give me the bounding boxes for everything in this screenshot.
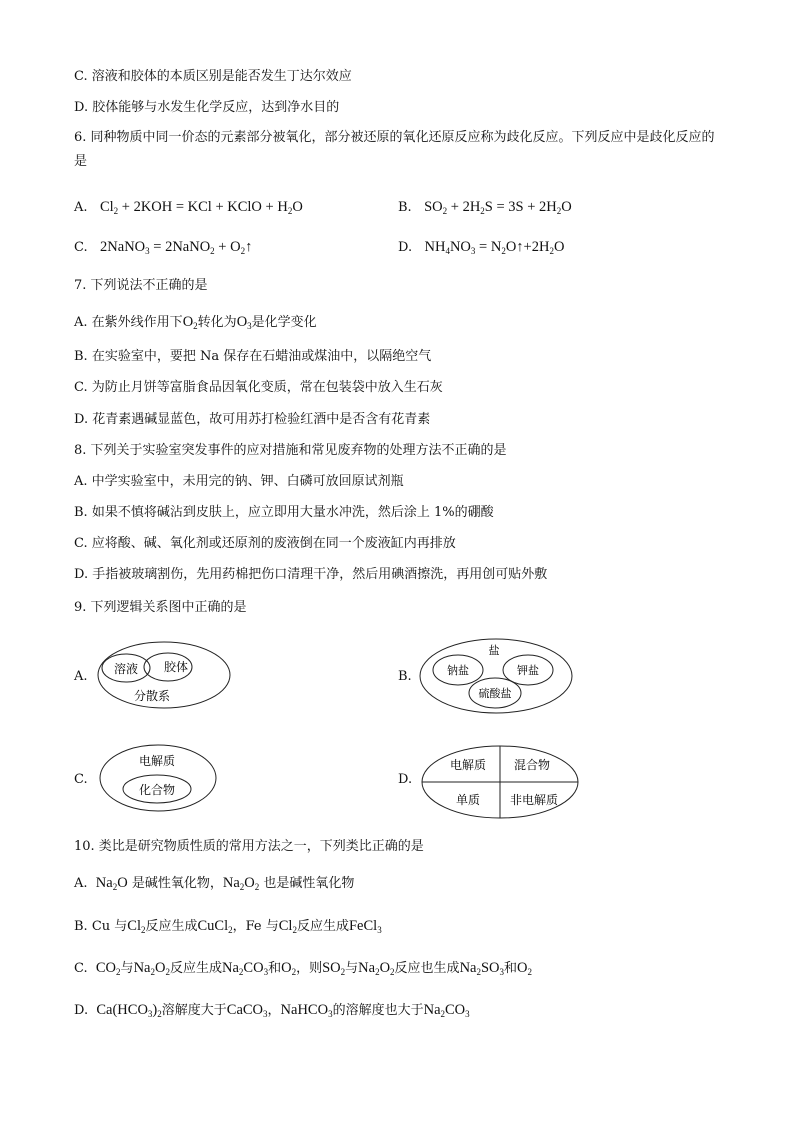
q9-option-a-label: A. <box>74 669 88 684</box>
q10-option-d: D. $Ca(HCO_3)_2$溶解度大于CaCO$_3$，NaHCO$_3$的溶解度也大于$Na_2CO_3$ <box>74 1002 470 1019</box>
label-sodium-salt: 钠盐 <box>447 664 469 677</box>
q9-option-d-label: D. <box>398 772 413 787</box>
q10-option-a: A. $Na_2O$ 是碱性氧化物，$Na_2O_2$ 也是碱性氧化物 <box>74 875 355 892</box>
q9-stem: 9. 下列逻辑关系图中正确的是 <box>74 600 247 615</box>
q7-option-b: B. 在实验室中，要把 Na 保存在石蜡油或煤油中，以隔绝空气 <box>74 349 432 364</box>
q6-option-d: D. $NH_4NO_3$ = $N_2O↑+2H_2O$ <box>398 239 565 256</box>
label-compound: 化合物 <box>138 783 176 797</box>
q6-option-a: A. $Cl_2 + 2KOH$ = KCl + KClO + $H_2O$ <box>74 199 303 216</box>
label-electrolyte: 电解质 <box>138 754 176 768</box>
q7-option-a: A. 在紫外线作用下$O_2$转化为$O_3$是化学变化 <box>74 314 317 331</box>
q8-stem: 8. 下列关于实验室突发事件的应对措施和常见废弃物的处理方法不正确的是 <box>74 443 507 458</box>
label-colloid: 胶体 <box>163 660 189 674</box>
label-salt: 盐 <box>488 644 500 657</box>
q7-stem: 7. 下列说法不正确的是 <box>74 278 208 293</box>
label-dispersion: 分散系 <box>133 689 171 703</box>
label-element: 单质 <box>455 793 481 807</box>
q9-option-c-label: C. <box>74 772 88 787</box>
q10-option-b: B. Cu 与$Cl_2$反应生成CuCl$_2$，Fe 与$Cl_2$反应生成FeCl$_3$ <box>74 918 382 935</box>
label-solution: 溶液 <box>113 662 139 676</box>
q5-option-c: C. 溶液和胶体的本质区别是能否发生丁达尔效应 <box>74 69 352 84</box>
label-potassium-salt: 钾盐 <box>517 664 539 677</box>
q10-stem: 10. 类比是研究物质性质的常用方法之一，下列类比正确的是 <box>74 839 424 854</box>
q9-option-b-label: B. <box>398 669 412 684</box>
q10-option-c: C. $CO_2$与$Na_2O_2$反应生成$Na_2CO_3$和$O_2$，则$SO_2$与$Na_2O_2$反应也生成$Na_2SO_3$和$O_2$ <box>74 960 533 977</box>
q7-option-d: D. 花青素遇碱显蓝色，故可用苏打检验红酒中是否含有花青素 <box>74 412 431 427</box>
diagram-d <box>420 744 582 820</box>
q7-option-c: C. 为防止月饼等富脂食品因氧化变质，常在包装袋中放入生石灰 <box>74 380 443 395</box>
q8-option-b: B. 如果不慎将碱沾到皮肤上，应立即用大量水冲洗，然后涂上 1%的硼酸 <box>74 505 494 520</box>
label-sulfate: 硫酸盐 <box>478 687 512 700</box>
diagram-b <box>418 636 578 716</box>
q8-option-a: A. 中学实验室中，未用完的钠、钾、白磷可放回原试剂瓶 <box>74 474 404 489</box>
label-mixture: 混合物 <box>513 758 551 772</box>
q6-stem: 6. 同种物质中同一价态的元素部分被氧化，部分被还原的氧化还原反应称为歧化反应。下列反应中是歧化反应的是 <box>74 130 715 169</box>
label-nonelectrolyte: 非电解质 <box>509 793 559 807</box>
q6-option-c: C. 2NaNO$_3$ = 2NaNO$_2$ + $O_2↑$ <box>74 239 253 256</box>
diagram-c <box>96 742 226 816</box>
q5-option-d: D. 胶体能够与水发生化学反应，达到净水目的 <box>74 100 340 115</box>
q8-option-d: D. 手指被玻璃割伤，先用药棉把伤口清理干净，然后用碘酒擦洗，再用创可贴外敷 <box>74 567 548 582</box>
label-electrolyte: 电解质 <box>449 758 487 772</box>
diagram-a <box>96 640 246 710</box>
q8-option-c: C. 应将酸、碱、氧化剂或还原剂的废液倒在同一个废液缸内再排放 <box>74 536 456 551</box>
q6-option-b: B. $SO_2 + 2H_2S = 3S + 2H_2O$ <box>398 199 572 216</box>
